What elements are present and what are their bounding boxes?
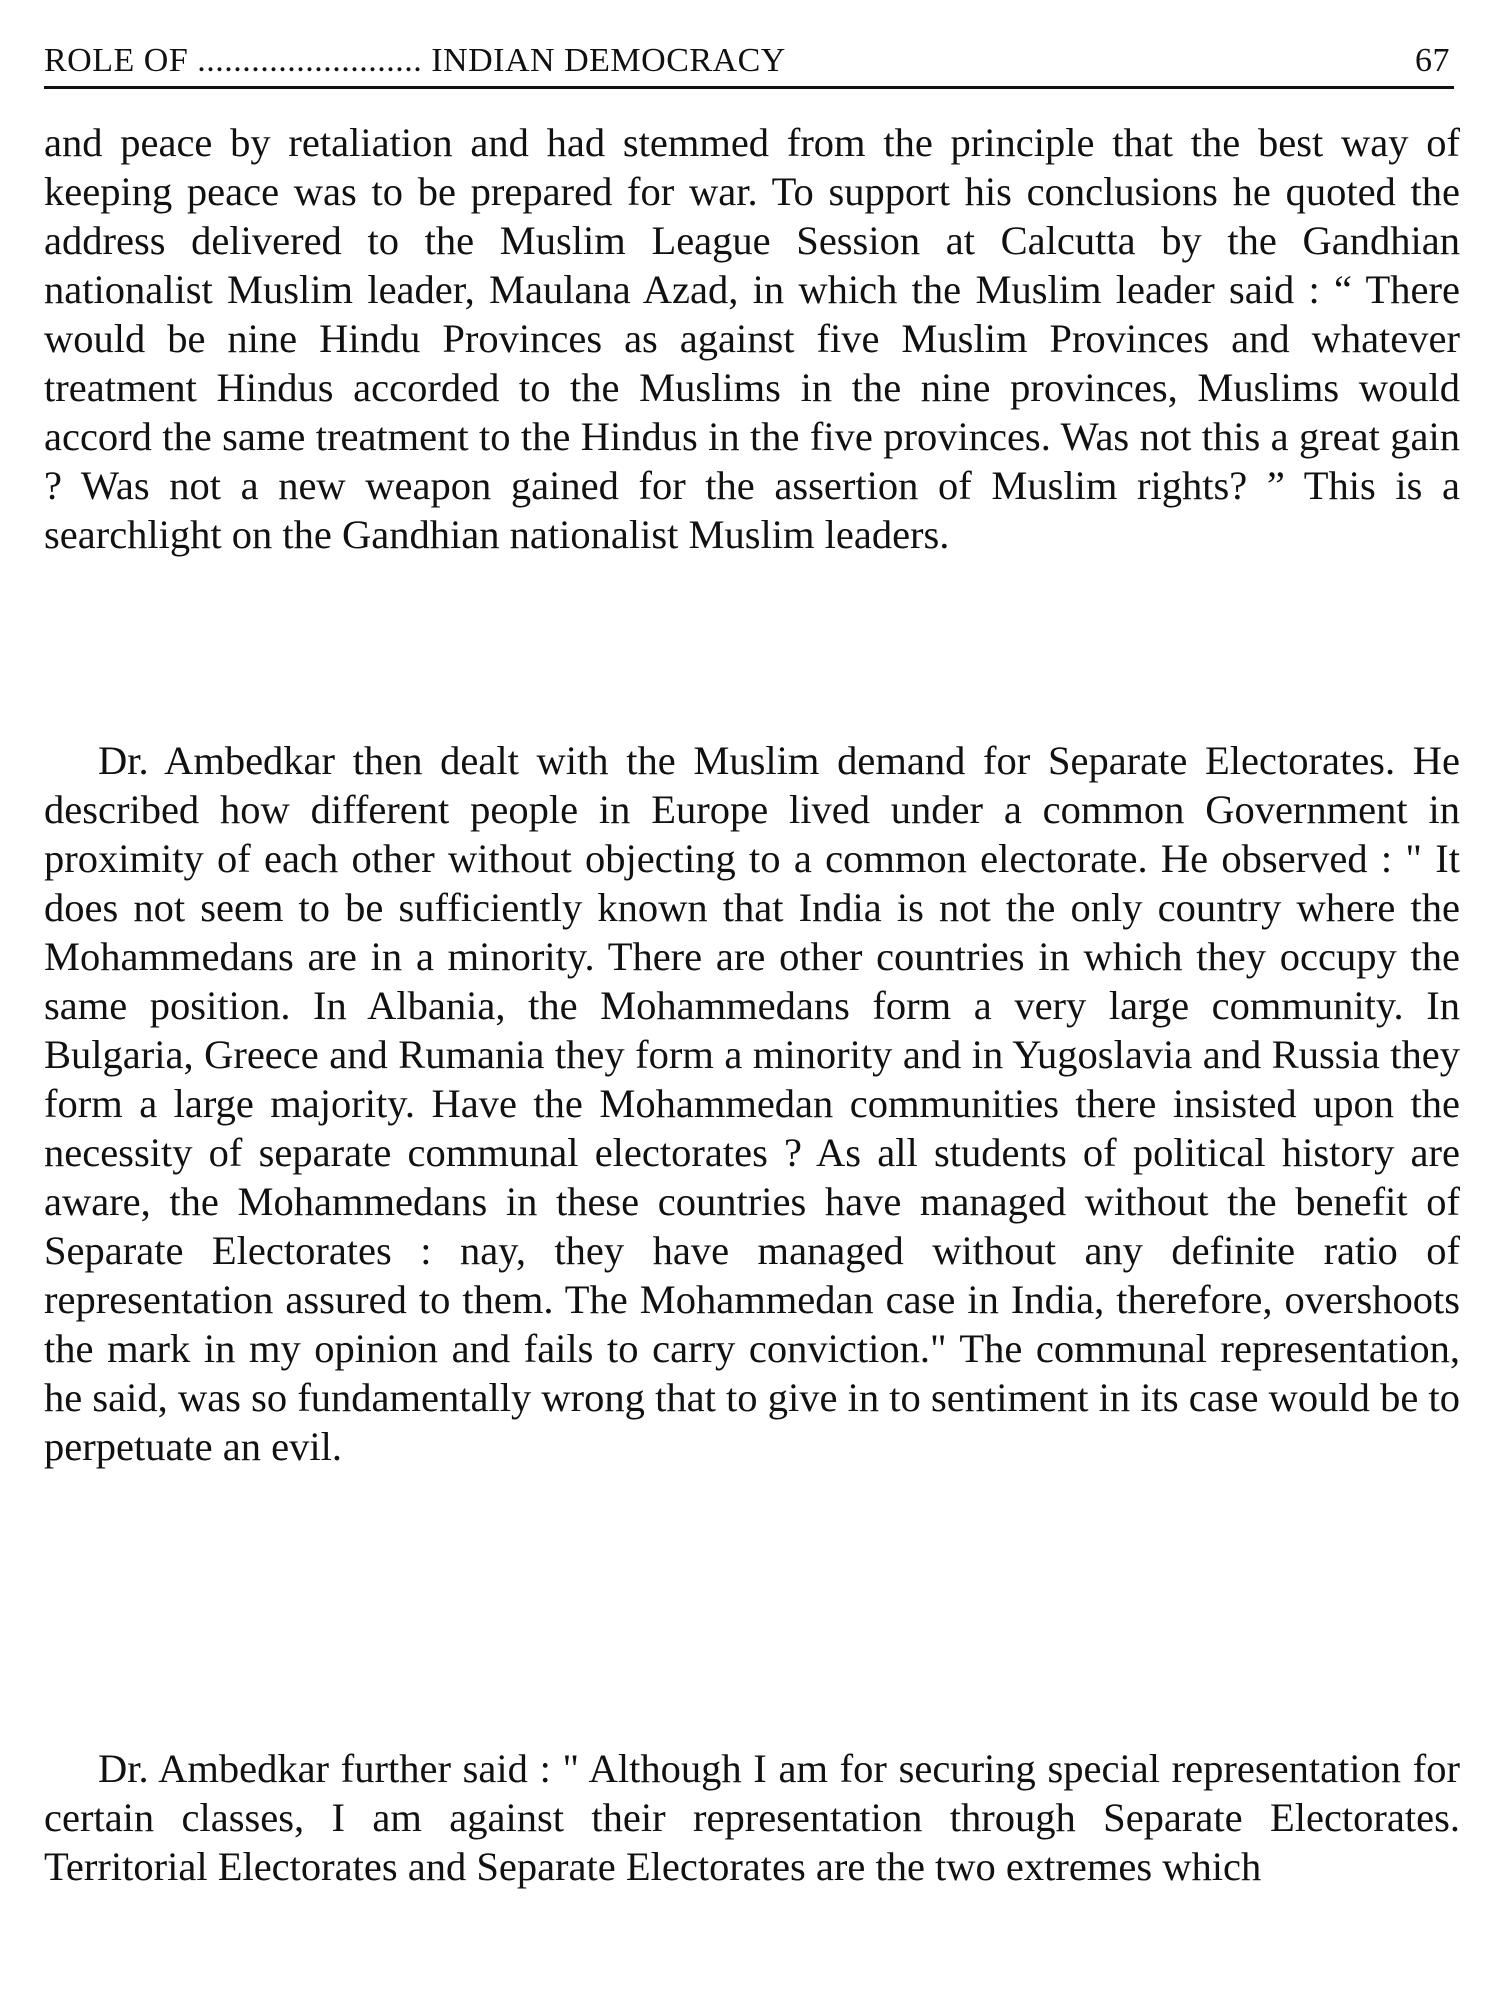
paragraph-3: Dr. Ambedkar further said : " Although I am for securing special representation for certain classes, I am against their representation through Separate Electorates. Territorial Electorates and Separate Electorates are the two extremes which bbox=[44, 1746, 1460, 1889]
running-head bbox=[44, 40, 1454, 89]
paragraph-2: Dr. Ambedkar then dealt with the Muslim demand for Separate Electorates. He described how different people in Europe lived under a common Government in proximity of each other without objecting to a common electorate. He observed : " It does not seem to be sufficiently known that India is not the only country where the Mohammedans are in a minority. There are other countries in which they occupy the same position. In Albania, the Mohammedans form a very large community. In Bulgaria, Greece and Rumania they form a minority and in Yugoslavia and Russia they form a large majority. Have the Mohammedan communities there insisted upon the necessity of separate communal electorates ? As all students of political history are aware, the Mohammedans in these countries have managed without the benefit of Separate Electorates : nay, they have managed without any definite ratio of representation assured to them. The Mohammedan case in India, therefore, overshoots the mark in my opinion and fails to carry conviction." The communal representation, he said, was so fundamentally wrong that to give in to sentiment in its case would be to perpetuate an evil. bbox=[44, 738, 1460, 1469]
page-number: 67 bbox=[1415, 42, 1450, 79]
paragraph-1: and peace by retaliation and had stemmed from the principle that the best way of keeping peace was to be prepared for war. To support his conclusions he quoted the address delivered to the Muslim League Session at Calcutta by the Gandhian nationalist Muslim leader, Maulana Azad, in which the Muslim leader said : “ There would be nine Hindu Provinces as against five Muslim Provinces and whatever treatment Hindus accorded to the Muslims in the nine provinces, Muslims would accord the same treatment to the Hindus in the five provinces. Was not this a great gain ? Was not a new weapon gained for the assertion of Muslim rights? ” This is a searchlight on the Gandhian nationalist Muslim leaders. bbox=[44, 120, 1460, 557]
running-head-title: ROLE OF ......................... INDIAN DEMOCRACY bbox=[44, 42, 786, 79]
